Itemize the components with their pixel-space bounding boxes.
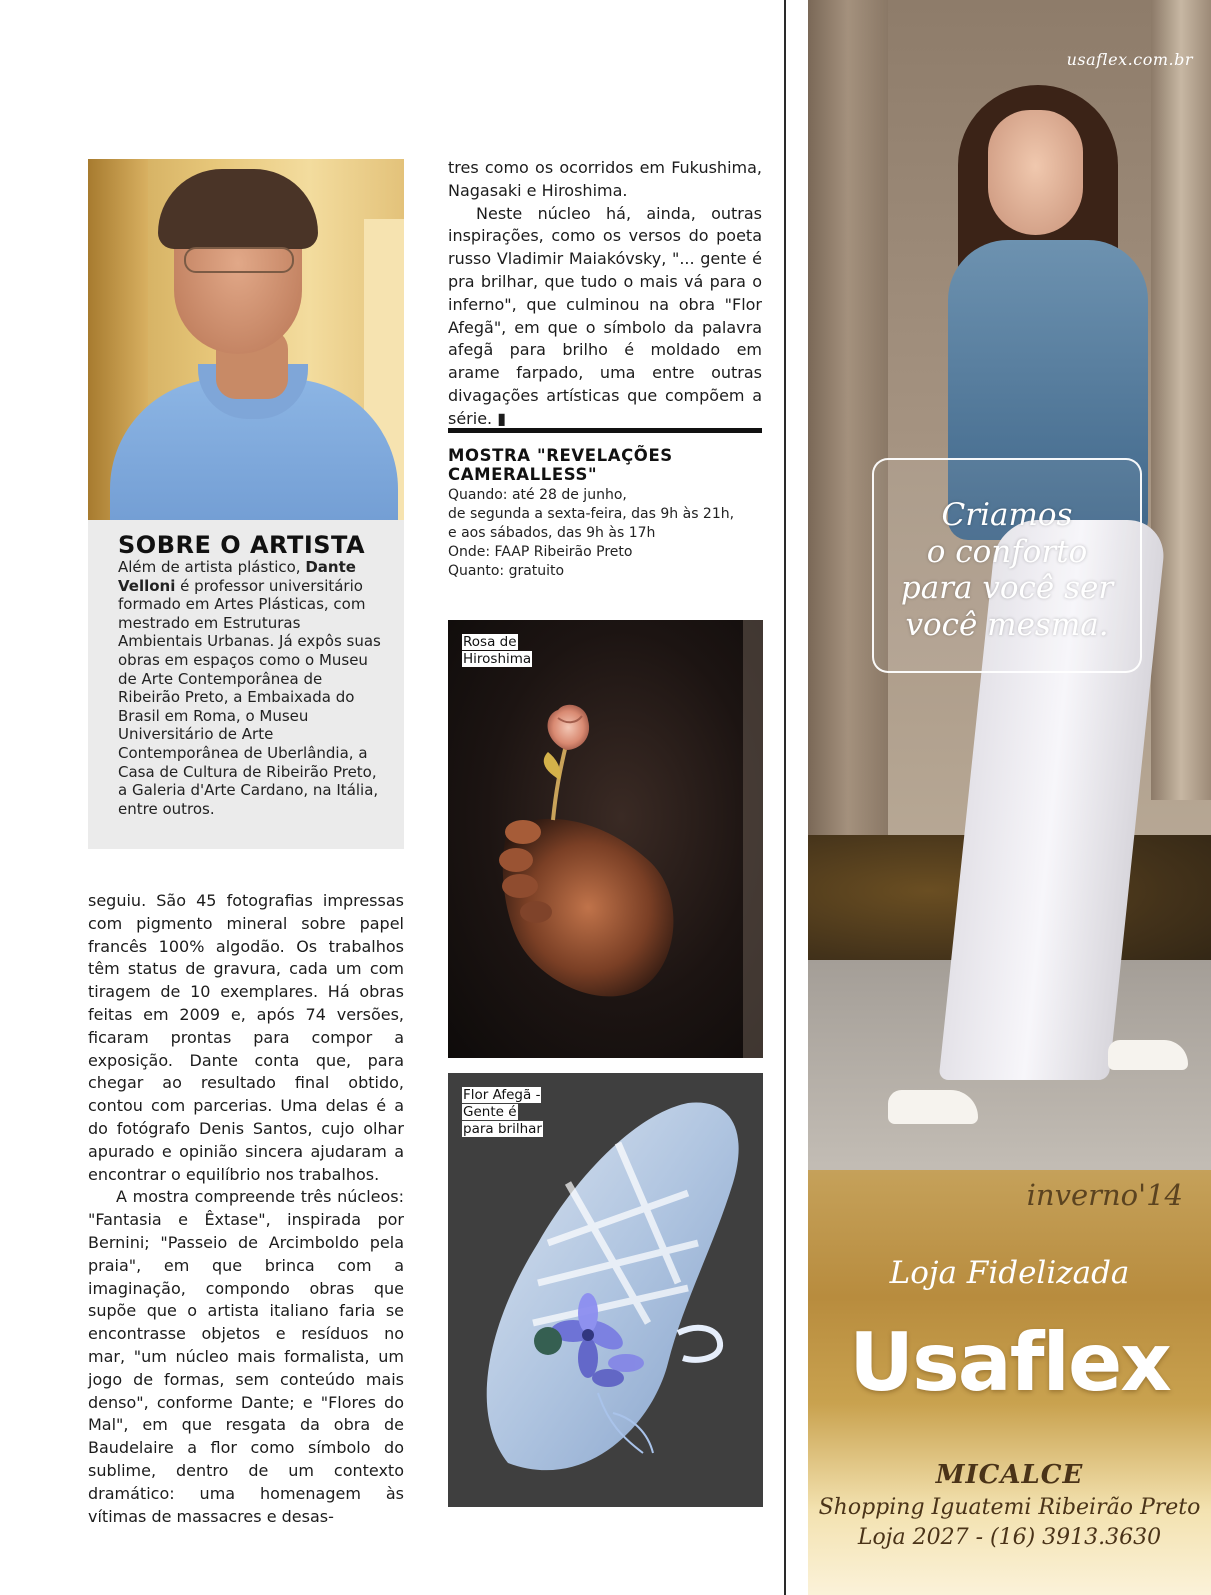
exhibition-saturdays: e aos sábados, das 9h às 17h <box>448 525 656 541</box>
flor-image-art <box>448 1073 763 1507</box>
exhibition-when: Quando: até 28 de junho, <box>448 487 627 503</box>
article-column-left <box>88 890 404 1528</box>
exhibition-where: Onde: FAAP Ribeirão Preto <box>448 544 633 560</box>
flor-caption: Flor Afegã - Gente é para brilhar <box>463 1087 542 1137</box>
exhibition-weekdays: de segunda a sexta-feira, das 9h às 21h, <box>448 506 735 522</box>
about-artist-box <box>88 520 404 849</box>
article-paragraph: A mostra compreende três núcleos: "Fantasia e Êxtase", inspirada por Bernini; "Passeio de Arcimboldo pela praia", em que brinca com a imaginação, compondo obras que supõe que o artista italiano faria se encontrasse objetos e resíduos no mar, "um núcleo mais formalista, um jogo de formas, sem conteúdo mais denso", conforme Dante; e "Flores do Mal", em que resgata da obra de Baudelaire a flor como símbolo do sublime, dentro de um contexto dramático: uma homenagem às vítimas de massacres e desas- <box>88 1187 404 1526</box>
exhibition-details <box>448 486 768 581</box>
article-column-top <box>448 157 762 431</box>
info-divider-rule <box>448 428 762 433</box>
rosa-image-art <box>448 620 763 1058</box>
rosa-de-hiroshima-photo <box>448 620 763 1058</box>
article-paragraph: seguiu. São 45 fotografias impressas com pigmento mineral sobre papel francês 100% algodão. Os trabalhos têm status de gravura, cada um com tiragem de 10 exemplares. Há obras feitas em 2009 e, após 74 versões, ficaram prontas para compor a exposição. Dante conta que, para chegar ao resultado final obtido, contou com parcerias. Uma delas é a do fotógrafo Denis Santos, cujo olhar apurado e opinião sincera ajudaram a encontrar o equilíbrio nos trabalhos. <box>88 891 404 1184</box>
usaflex-logo: Usaflex <box>849 1316 1170 1409</box>
exhibition-title: MOSTRA "REVELAÇÕES CAMERALLESS" <box>448 446 673 484</box>
artist-name: Dante Velloni <box>118 558 356 595</box>
article-paragraph: Neste núcleo há, ainda, outras inspirações, como os versos do poeta russo Vladimir Maiakóvsky, "... gente é pra brilhar, que tudo o mais vá para o inferno", que culminou na obra "Flor Afegã", em que o símbolo da palavra afegã para brilho é moldado em arame farpado, uma entre outras divagações artísticas que compõem a série. ▮ <box>448 203 762 428</box>
exhibition-price: Quanto: gratuito <box>448 563 565 579</box>
ad-store-address: Shopping Iguatemi Ribeirão Preto Loja 2027 - (16) 3913.3630 <box>818 1495 1201 1550</box>
artist-portrait-photo <box>88 159 404 520</box>
rosa-caption: Rosa de Hiroshima <box>463 634 532 667</box>
page-divider <box>784 0 786 1595</box>
ad-loja-fidelizada: Loja Fidelizada <box>889 1255 1130 1291</box>
ad-store-name: MICALCE <box>935 1460 1084 1490</box>
ad-slogan: Criamos o conforto para você ser você mesma. <box>900 497 1114 643</box>
usaflex-advertisement[interactable] <box>808 0 1211 1595</box>
flor-afega-photo <box>448 1073 763 1507</box>
ad-season: inverno'14 <box>1026 1178 1183 1212</box>
article-paragraph: tres como os ocorridos em Fukushima, Nagasaki e Hiroshima. <box>448 158 762 200</box>
ad-website-link[interactable]: usaflex.com.br <box>1066 50 1193 69</box>
about-artist-title: SOBRE O ARTISTA <box>118 531 366 559</box>
about-artist-bio: Além de artista plástico, Dante Velloni é professor universitário formado em Artes Plásticas, com mestrado em Estruturas Ambientais Urbanas. Já expôs suas obras em espaços como o Museu de Arte Contemporânea de Ribeirão Preto, a Embaixada do Brasil em Roma, o Museu Universitário de Arte Contemporânea de Uberlândia, a Casa de Cultura de Ribeirão Preto, a Galeria d'Arte Cardano, na Itália, entre outros. <box>118 558 381 818</box>
